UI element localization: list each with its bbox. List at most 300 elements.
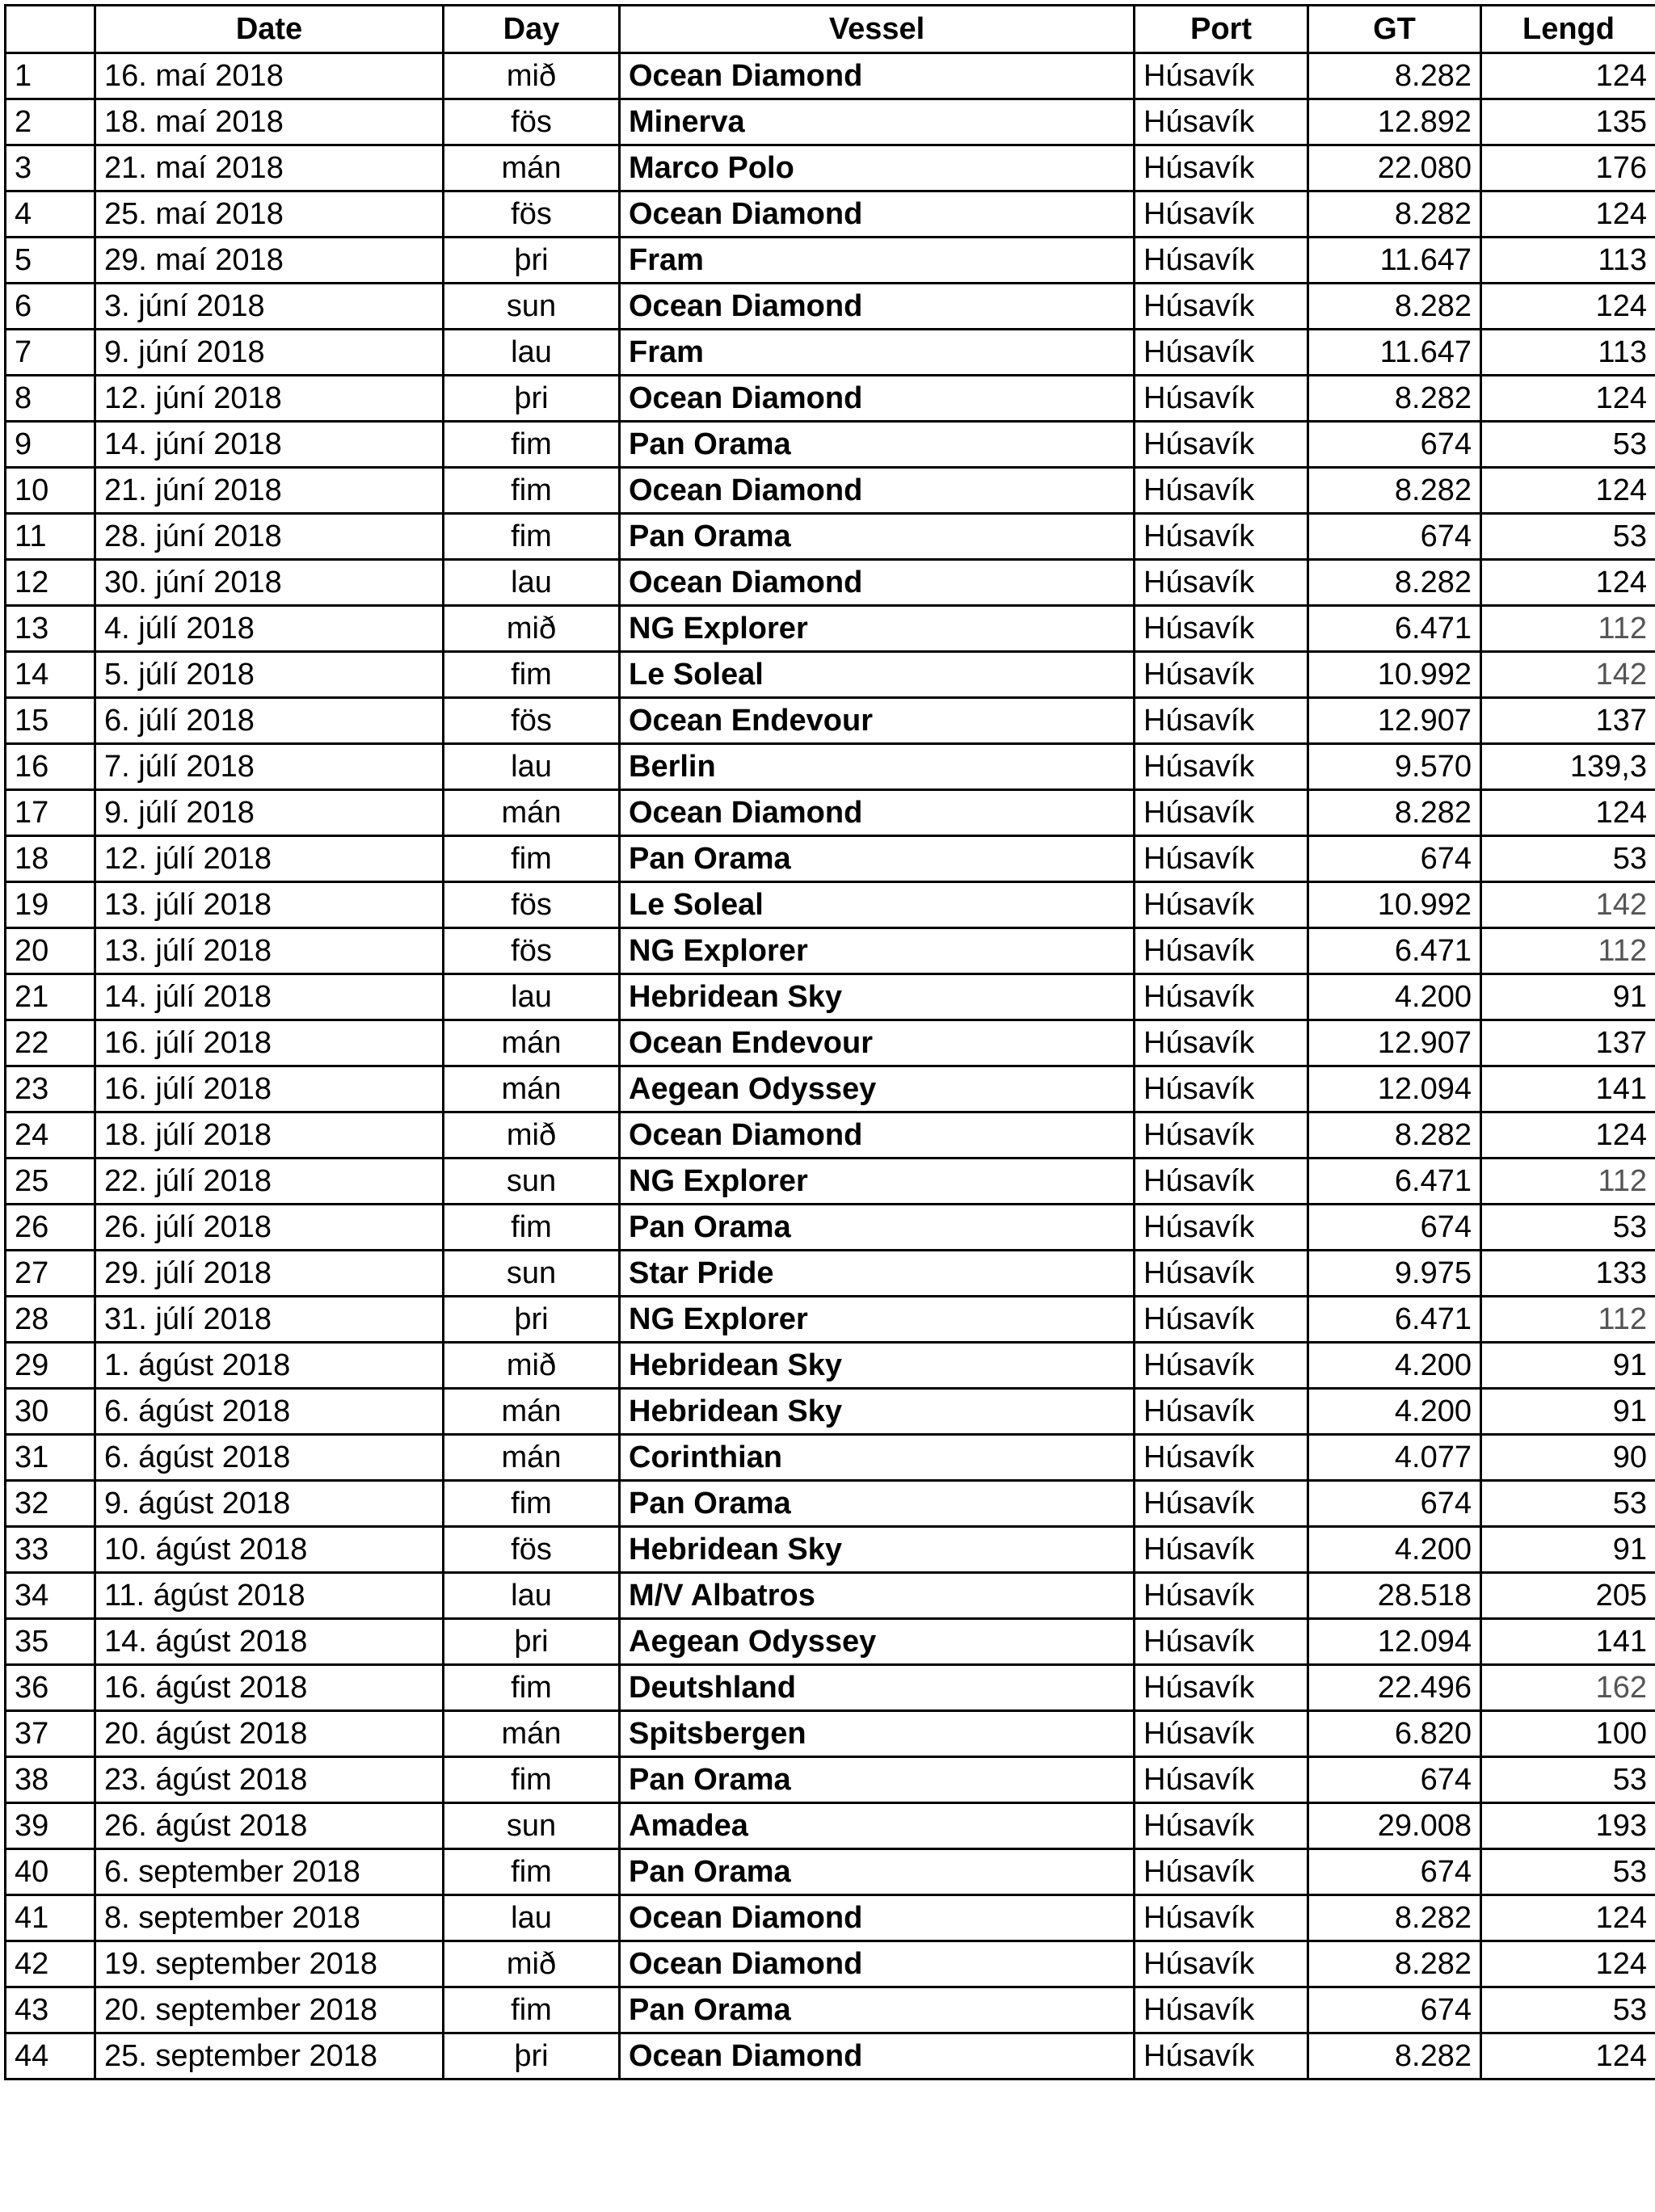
- table-row: [6, 468, 1655, 514]
- row-number: 6: [6, 284, 95, 330]
- vessel-cell: Ocean Endevour: [620, 698, 1135, 744]
- gt-cell: 6.471: [1308, 1297, 1481, 1343]
- port-cell: Húsavík: [1135, 1895, 1308, 1941]
- length-cell: 124: [1481, 376, 1655, 422]
- row-number: 20: [6, 928, 95, 974]
- row-number: 17: [6, 790, 95, 836]
- row-number: 15: [6, 698, 95, 744]
- table-row: [6, 1020, 1655, 1066]
- date-cell: 25. september 2018: [95, 2033, 444, 2080]
- length-cell: 137: [1481, 698, 1655, 744]
- gt-cell: 22.496: [1308, 1665, 1481, 1711]
- date-cell: 18. maí 2018: [95, 99, 444, 145]
- row-number: 29: [6, 1343, 95, 1389]
- date-cell: 6. júlí 2018: [95, 698, 444, 744]
- row-number: 1: [6, 53, 95, 99]
- date-cell: 18. júlí 2018: [95, 1112, 444, 1159]
- date-cell: 13. júlí 2018: [95, 928, 444, 974]
- length-cell: 162: [1481, 1665, 1655, 1711]
- table-row: [6, 145, 1655, 191]
- length-cell: 142: [1481, 652, 1655, 698]
- length-cell: 53: [1481, 836, 1655, 882]
- table-row: [6, 1527, 1655, 1573]
- gt-cell: 4.200: [1308, 1527, 1481, 1573]
- row-number: 30: [6, 1389, 95, 1435]
- vessel-cell: Fram: [620, 238, 1135, 284]
- gt-cell: 8.282: [1308, 2033, 1481, 2080]
- day-cell: sun: [444, 284, 620, 330]
- date-cell: 16. júlí 2018: [95, 1020, 444, 1066]
- table-row: [6, 1803, 1655, 1849]
- row-number: 23: [6, 1066, 95, 1112]
- port-cell: Húsavík: [1135, 1112, 1308, 1159]
- date-cell: 29. júlí 2018: [95, 1251, 444, 1297]
- gt-cell: 674: [1308, 1757, 1481, 1803]
- length-cell: 139,3: [1481, 744, 1655, 790]
- row-number: 4: [6, 191, 95, 238]
- port-cell: Húsavík: [1135, 652, 1308, 698]
- row-number: 37: [6, 1711, 95, 1757]
- table-row: [6, 1481, 1655, 1527]
- date-cell: 6. september 2018: [95, 1849, 444, 1895]
- header-row: [6, 6, 1655, 53]
- table-row: [6, 1066, 1655, 1112]
- vessel-cell: NG Explorer: [620, 1297, 1135, 1343]
- day-cell: fim: [444, 1205, 620, 1251]
- row-number: 14: [6, 652, 95, 698]
- gt-cell: 8.282: [1308, 53, 1481, 99]
- vessel-cell: Pan Orama: [620, 1849, 1135, 1895]
- day-cell: fim: [444, 1757, 620, 1803]
- port-cell: Húsavík: [1135, 1941, 1308, 1987]
- day-cell: mán: [444, 1711, 620, 1757]
- day-cell: mið: [444, 606, 620, 652]
- vessel-cell: Hebridean Sky: [620, 974, 1135, 1020]
- vessel-cell: Marco Polo: [620, 145, 1135, 191]
- day-cell: fim: [444, 1987, 620, 2033]
- port-cell: Húsavík: [1135, 1205, 1308, 1251]
- date-cell: 9. ágúst 2018: [95, 1481, 444, 1527]
- length-cell: 90: [1481, 1435, 1655, 1481]
- port-cell: Húsavík: [1135, 1527, 1308, 1573]
- table-row: [6, 422, 1655, 468]
- length-cell: 113: [1481, 330, 1655, 376]
- table-row: [6, 1389, 1655, 1435]
- gt-cell: 6.820: [1308, 1711, 1481, 1757]
- row-number: 27: [6, 1251, 95, 1297]
- port-cell: Húsavík: [1135, 1711, 1308, 1757]
- port-cell: Húsavík: [1135, 1849, 1308, 1895]
- date-cell: 20. september 2018: [95, 1987, 444, 2033]
- vessel-cell: Deutshland: [620, 1665, 1135, 1711]
- table-row: [6, 1159, 1655, 1205]
- header-length: Lengd: [1481, 6, 1655, 53]
- length-cell: 112: [1481, 928, 1655, 974]
- vessel-cell: NG Explorer: [620, 1159, 1135, 1205]
- vessel-cell: Ocean Diamond: [620, 191, 1135, 238]
- gt-cell: 8.282: [1308, 376, 1481, 422]
- day-cell: lau: [444, 560, 620, 606]
- table-row: [6, 1343, 1655, 1389]
- length-cell: 91: [1481, 1389, 1655, 1435]
- port-cell: Húsavík: [1135, 790, 1308, 836]
- table-row: [6, 560, 1655, 606]
- row-number: 9: [6, 422, 95, 468]
- vessel-cell: Ocean Diamond: [620, 790, 1135, 836]
- port-cell: Húsavík: [1135, 2033, 1308, 2080]
- row-number: 41: [6, 1895, 95, 1941]
- day-cell: fim: [444, 836, 620, 882]
- row-number: 13: [6, 606, 95, 652]
- length-cell: 205: [1481, 1573, 1655, 1619]
- date-cell: 31. júlí 2018: [95, 1297, 444, 1343]
- port-cell: Húsavík: [1135, 1435, 1308, 1481]
- gt-cell: 4.200: [1308, 974, 1481, 1020]
- date-cell: 21. júní 2018: [95, 468, 444, 514]
- day-cell: fim: [444, 1481, 620, 1527]
- port-cell: Húsavík: [1135, 836, 1308, 882]
- vessel-cell: Pan Orama: [620, 422, 1135, 468]
- port-cell: Húsavík: [1135, 99, 1308, 145]
- vessel-cell: Pan Orama: [620, 836, 1135, 882]
- length-cell: 112: [1481, 1159, 1655, 1205]
- vessel-cell: Ocean Diamond: [620, 1941, 1135, 1987]
- length-cell: 176: [1481, 145, 1655, 191]
- vessel-cell: Pan Orama: [620, 1481, 1135, 1527]
- vessel-cell: NG Explorer: [620, 606, 1135, 652]
- length-cell: 124: [1481, 2033, 1655, 2080]
- vessel-cell: Ocean Diamond: [620, 284, 1135, 330]
- table-row: [6, 1251, 1655, 1297]
- date-cell: 30. júní 2018: [95, 560, 444, 606]
- day-cell: fim: [444, 514, 620, 560]
- header-number: [6, 6, 95, 53]
- table-row: [6, 1895, 1655, 1941]
- date-cell: 3. júní 2018: [95, 284, 444, 330]
- day-cell: lau: [444, 330, 620, 376]
- vessel-cell: Corinthian: [620, 1435, 1135, 1481]
- day-cell: þri: [444, 1297, 620, 1343]
- vessel-cell: Hebridean Sky: [620, 1343, 1135, 1389]
- vessel-cell: Fram: [620, 330, 1135, 376]
- day-cell: fim: [444, 1849, 620, 1895]
- length-cell: 124: [1481, 468, 1655, 514]
- gt-cell: 9.570: [1308, 744, 1481, 790]
- gt-cell: 674: [1308, 514, 1481, 560]
- row-number: 7: [6, 330, 95, 376]
- length-cell: 124: [1481, 191, 1655, 238]
- table-row: [6, 744, 1655, 790]
- day-cell: fös: [444, 191, 620, 238]
- vessel-cell: Star Pride: [620, 1251, 1135, 1297]
- header-date: Date: [95, 6, 444, 53]
- port-cell: Húsavík: [1135, 145, 1308, 191]
- port-cell: Húsavík: [1135, 698, 1308, 744]
- day-cell: fös: [444, 99, 620, 145]
- row-number: 36: [6, 1665, 95, 1711]
- header-vessel: Vessel: [620, 6, 1135, 53]
- table-row: [6, 191, 1655, 238]
- gt-cell: 9.975: [1308, 1251, 1481, 1297]
- gt-cell: 12.907: [1308, 698, 1481, 744]
- gt-cell: 10.992: [1308, 652, 1481, 698]
- table-row: [6, 1711, 1655, 1757]
- gt-cell: 8.282: [1308, 1112, 1481, 1159]
- length-cell: 112: [1481, 606, 1655, 652]
- vessel-cell: Aegean Odyssey: [620, 1619, 1135, 1665]
- date-cell: 16. maí 2018: [95, 53, 444, 99]
- header-day: Day: [444, 6, 620, 53]
- row-number: 16: [6, 744, 95, 790]
- day-cell: lau: [444, 1895, 620, 1941]
- table-row: [6, 514, 1655, 560]
- gt-cell: 674: [1308, 422, 1481, 468]
- cruise-schedule-table: [4, 4, 1655, 2080]
- table-row: [6, 1619, 1655, 1665]
- length-cell: 100: [1481, 1711, 1655, 1757]
- date-cell: 12. júní 2018: [95, 376, 444, 422]
- gt-cell: 8.282: [1308, 1941, 1481, 1987]
- length-cell: 141: [1481, 1066, 1655, 1112]
- length-cell: 53: [1481, 1987, 1655, 2033]
- row-number: 39: [6, 1803, 95, 1849]
- gt-cell: 8.282: [1308, 1895, 1481, 1941]
- header-port: Port: [1135, 6, 1308, 53]
- date-cell: 11. ágúst 2018: [95, 1573, 444, 1619]
- port-cell: Húsavík: [1135, 1159, 1308, 1205]
- table-row: [6, 330, 1655, 376]
- port-cell: Húsavík: [1135, 1343, 1308, 1389]
- port-cell: Húsavík: [1135, 1297, 1308, 1343]
- length-cell: 142: [1481, 882, 1655, 928]
- vessel-cell: Ocean Diamond: [620, 1112, 1135, 1159]
- vessel-cell: Minerva: [620, 99, 1135, 145]
- port-cell: Húsavík: [1135, 422, 1308, 468]
- day-cell: fös: [444, 698, 620, 744]
- port-cell: Húsavík: [1135, 468, 1308, 514]
- day-cell: þri: [444, 376, 620, 422]
- date-cell: 12. júlí 2018: [95, 836, 444, 882]
- port-cell: Húsavík: [1135, 376, 1308, 422]
- row-number: 11: [6, 514, 95, 560]
- row-number: 34: [6, 1573, 95, 1619]
- day-cell: mið: [444, 1343, 620, 1389]
- vessel-cell: Amadea: [620, 1803, 1135, 1849]
- row-number: 38: [6, 1757, 95, 1803]
- date-cell: 14. ágúst 2018: [95, 1619, 444, 1665]
- day-cell: mán: [444, 790, 620, 836]
- row-number: 18: [6, 836, 95, 882]
- vessel-cell: Ocean Diamond: [620, 53, 1135, 99]
- length-cell: 133: [1481, 1251, 1655, 1297]
- day-cell: mán: [444, 1020, 620, 1066]
- date-cell: 20. ágúst 2018: [95, 1711, 444, 1757]
- gt-cell: 674: [1308, 1481, 1481, 1527]
- row-number: 26: [6, 1205, 95, 1251]
- vessel-cell: Ocean Diamond: [620, 1895, 1135, 1941]
- day-cell: þri: [444, 1619, 620, 1665]
- date-cell: 5. júlí 2018: [95, 652, 444, 698]
- table-row: [6, 1757, 1655, 1803]
- length-cell: 113: [1481, 238, 1655, 284]
- table-row: [6, 376, 1655, 422]
- day-cell: fös: [444, 928, 620, 974]
- table-row: [6, 1849, 1655, 1895]
- table-row: [6, 53, 1655, 99]
- row-number: 2: [6, 99, 95, 145]
- row-number: 28: [6, 1297, 95, 1343]
- gt-cell: 8.282: [1308, 284, 1481, 330]
- gt-cell: 4.200: [1308, 1389, 1481, 1435]
- port-cell: Húsavík: [1135, 238, 1308, 284]
- vessel-cell: Berlin: [620, 744, 1135, 790]
- port-cell: Húsavík: [1135, 1020, 1308, 1066]
- port-cell: Húsavík: [1135, 330, 1308, 376]
- table-row: [6, 698, 1655, 744]
- date-cell: 13. júlí 2018: [95, 882, 444, 928]
- row-number: 8: [6, 376, 95, 422]
- gt-cell: 12.094: [1308, 1619, 1481, 1665]
- gt-cell: 6.471: [1308, 928, 1481, 974]
- vessel-cell: Ocean Diamond: [620, 560, 1135, 606]
- length-cell: 91: [1481, 974, 1655, 1020]
- port-cell: Húsavík: [1135, 1066, 1308, 1112]
- day-cell: sun: [444, 1251, 620, 1297]
- vessel-cell: NG Explorer: [620, 928, 1135, 974]
- day-cell: lau: [444, 974, 620, 1020]
- date-cell: 21. maí 2018: [95, 145, 444, 191]
- port-cell: Húsavík: [1135, 53, 1308, 99]
- day-cell: sun: [444, 1803, 620, 1849]
- port-cell: Húsavík: [1135, 1987, 1308, 2033]
- port-cell: Húsavík: [1135, 974, 1308, 1020]
- row-number: 24: [6, 1112, 95, 1159]
- table-body: [6, 53, 1655, 2080]
- gt-cell: 12.094: [1308, 1066, 1481, 1112]
- day-cell: mið: [444, 1941, 620, 1987]
- table-row: [6, 974, 1655, 1020]
- date-cell: 22. júlí 2018: [95, 1159, 444, 1205]
- port-cell: Húsavík: [1135, 1251, 1308, 1297]
- length-cell: 137: [1481, 1020, 1655, 1066]
- date-cell: 25. maí 2018: [95, 191, 444, 238]
- vessel-cell: Ocean Diamond: [620, 2033, 1135, 2080]
- row-number: 43: [6, 1987, 95, 2033]
- date-cell: 7. júlí 2018: [95, 744, 444, 790]
- vessel-cell: Pan Orama: [620, 1205, 1135, 1251]
- row-number: 3: [6, 145, 95, 191]
- vessel-cell: Le Soleal: [620, 652, 1135, 698]
- length-cell: 53: [1481, 1757, 1655, 1803]
- port-cell: Húsavík: [1135, 606, 1308, 652]
- vessel-cell: Le Soleal: [620, 882, 1135, 928]
- gt-cell: 8.282: [1308, 790, 1481, 836]
- day-cell: lau: [444, 1573, 620, 1619]
- length-cell: 135: [1481, 99, 1655, 145]
- day-cell: sun: [444, 1159, 620, 1205]
- day-cell: fim: [444, 468, 620, 514]
- table-row: [6, 606, 1655, 652]
- table-row: [6, 1573, 1655, 1619]
- table-row: [6, 836, 1655, 882]
- day-cell: fös: [444, 882, 620, 928]
- port-cell: Húsavík: [1135, 1665, 1308, 1711]
- gt-cell: 11.647: [1308, 238, 1481, 284]
- gt-cell: 8.282: [1308, 468, 1481, 514]
- gt-cell: 8.282: [1308, 191, 1481, 238]
- day-cell: fim: [444, 652, 620, 698]
- gt-cell: 674: [1308, 1987, 1481, 2033]
- row-number: 25: [6, 1159, 95, 1205]
- gt-cell: 4.077: [1308, 1435, 1481, 1481]
- header-gt: GT: [1308, 6, 1481, 53]
- vessel-cell: Pan Orama: [620, 1757, 1135, 1803]
- table-row: [6, 1941, 1655, 1987]
- gt-cell: 8.282: [1308, 560, 1481, 606]
- gt-cell: 674: [1308, 1849, 1481, 1895]
- vessel-cell: Ocean Diamond: [620, 468, 1135, 514]
- row-number: 5: [6, 238, 95, 284]
- vessel-cell: Ocean Endevour: [620, 1020, 1135, 1066]
- table-row: [6, 1297, 1655, 1343]
- gt-cell: 12.907: [1308, 1020, 1481, 1066]
- gt-cell: 11.647: [1308, 330, 1481, 376]
- row-number: 33: [6, 1527, 95, 1573]
- date-cell: 4. júlí 2018: [95, 606, 444, 652]
- length-cell: 53: [1481, 422, 1655, 468]
- table-row: [6, 238, 1655, 284]
- length-cell: 124: [1481, 560, 1655, 606]
- date-cell: 26. ágúst 2018: [95, 1803, 444, 1849]
- table-row: [6, 882, 1655, 928]
- port-cell: Húsavík: [1135, 1619, 1308, 1665]
- length-cell: 124: [1481, 1941, 1655, 1987]
- table-row: [6, 99, 1655, 145]
- vessel-cell: Pan Orama: [620, 514, 1135, 560]
- row-number: 44: [6, 2033, 95, 2080]
- length-cell: 112: [1481, 1297, 1655, 1343]
- date-cell: 6. ágúst 2018: [95, 1435, 444, 1481]
- gt-cell: 29.008: [1308, 1803, 1481, 1849]
- table-row: [6, 1665, 1655, 1711]
- date-cell: 9. júní 2018: [95, 330, 444, 376]
- port-cell: Húsavík: [1135, 284, 1308, 330]
- port-cell: Húsavík: [1135, 191, 1308, 238]
- port-cell: Húsavík: [1135, 514, 1308, 560]
- length-cell: 124: [1481, 284, 1655, 330]
- day-cell: mið: [444, 1112, 620, 1159]
- row-number: 10: [6, 468, 95, 514]
- length-cell: 53: [1481, 514, 1655, 560]
- date-cell: 19. september 2018: [95, 1941, 444, 1987]
- day-cell: mán: [444, 1435, 620, 1481]
- port-cell: Húsavík: [1135, 928, 1308, 974]
- date-cell: 6. ágúst 2018: [95, 1389, 444, 1435]
- length-cell: 141: [1481, 1619, 1655, 1665]
- gt-cell: 6.471: [1308, 1159, 1481, 1205]
- row-number: 35: [6, 1619, 95, 1665]
- port-cell: Húsavík: [1135, 1573, 1308, 1619]
- vessel-cell: Ocean Diamond: [620, 376, 1135, 422]
- length-cell: 91: [1481, 1343, 1655, 1389]
- table-row: [6, 284, 1655, 330]
- day-cell: þri: [444, 2033, 620, 2080]
- row-number: 12: [6, 560, 95, 606]
- length-cell: 53: [1481, 1481, 1655, 1527]
- gt-cell: 12.892: [1308, 99, 1481, 145]
- row-number: 40: [6, 1849, 95, 1895]
- row-number: 42: [6, 1941, 95, 1987]
